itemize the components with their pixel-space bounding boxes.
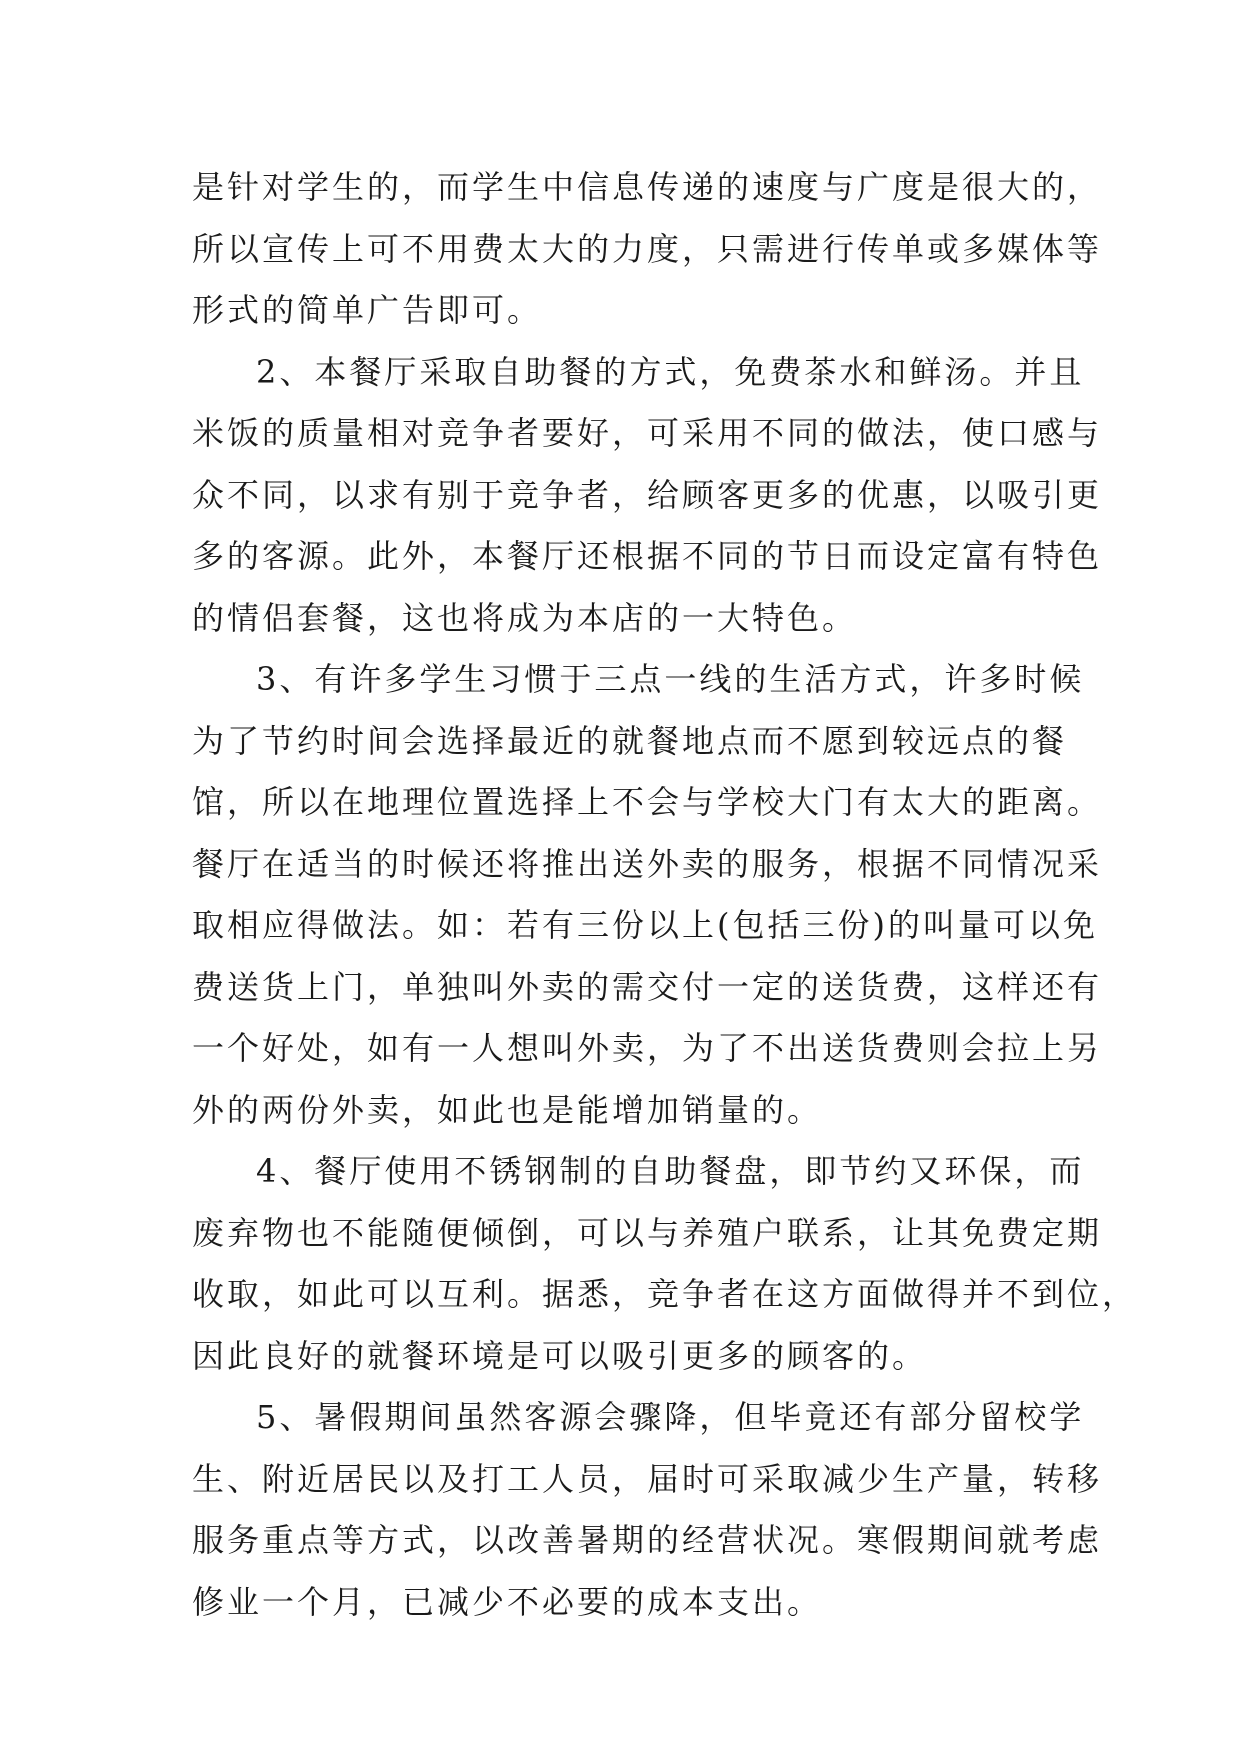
text-line: 服务重点等方式，以改善暑期的经营状况。寒假期间就考虑 bbox=[192, 1521, 1103, 1559]
text-line: 取相应得做法。如：若有三份以上(包括三份)的叫量可以免 bbox=[192, 906, 1098, 944]
text-line: 收取，如此可以互利。据悉，竞争者在这方面做得并不到位， bbox=[192, 1275, 1138, 1313]
paragraph-2-first-line: 2、本餐厅采取自助餐的方式，免费茶水和鲜汤。并且 bbox=[256, 352, 1085, 391]
text-line: 因此良好的就餐环境是可以吸引更多的顾客的。 bbox=[192, 1336, 928, 1375]
text-line: 多的客源。此外，本餐厅还根据不同的节日而设定富有特色 bbox=[192, 537, 1103, 575]
body-text bbox=[192, 157, 1138, 1633]
text-line: 餐厅在适当的时候还将推出送外卖的服务，根据不同情况采 bbox=[192, 844, 1103, 883]
text-line: 所以宣传上可不用费太大的力度，只需进行传单或多媒体等 bbox=[192, 229, 1103, 268]
text-line: 废弃物也不能随便倾倒，可以与养殖户联系，让其免费定期 bbox=[192, 1213, 1103, 1252]
text-line: 形式的简单广告即可。 bbox=[192, 291, 543, 329]
paragraph-5-first-line: 5、暑假期间虽然客源会骤降，但毕竟还有部分留校学 bbox=[256, 1398, 1085, 1436]
text-line: 众不同，以求有别于竞争者，给顾客更多的优惠，以吸引更 bbox=[192, 475, 1103, 514]
text-line: 为了节约时间会选择最近的就餐地点而不愿到较远点的餐 bbox=[192, 721, 1068, 760]
text-line: 馆，所以在地理位置选择上不会与学校大门有太大的距离。 bbox=[192, 783, 1103, 821]
text-line: 的情侣套餐，这也将成为本店的一大特色。 bbox=[192, 598, 858, 637]
text-line: 米饭的质量相对竞争者要好，可采用不同的做法，使口感与 bbox=[192, 414, 1103, 452]
text-line: 费送货上门，单独叫外卖的需交付一定的送货费，这样还有 bbox=[192, 967, 1103, 1006]
text-line: 修业一个月，已减少不必要的成本支出。 bbox=[192, 1582, 823, 1621]
text-line: 生、附近居民以及打工人员，届时可采取减少生产量，转移 bbox=[192, 1459, 1103, 1498]
text-line: 是针对学生的，而学生中信息传递的速度与广度是很大的， bbox=[192, 168, 1103, 206]
text-line: 一个好处，如有一人想叫外卖，为了不出送货费则会拉上另 bbox=[192, 1029, 1103, 1067]
paragraph-4-first-line: 4、餐厅使用不锈钢制的自助餐盘，即节约又环保，而 bbox=[256, 1152, 1085, 1190]
paragraph-3-first-line: 3、有许多学生习惯于三点一线的生活方式，许多时候 bbox=[256, 660, 1085, 698]
text-line: 外的两份外卖，如此也是能增加销量的。 bbox=[192, 1090, 823, 1129]
